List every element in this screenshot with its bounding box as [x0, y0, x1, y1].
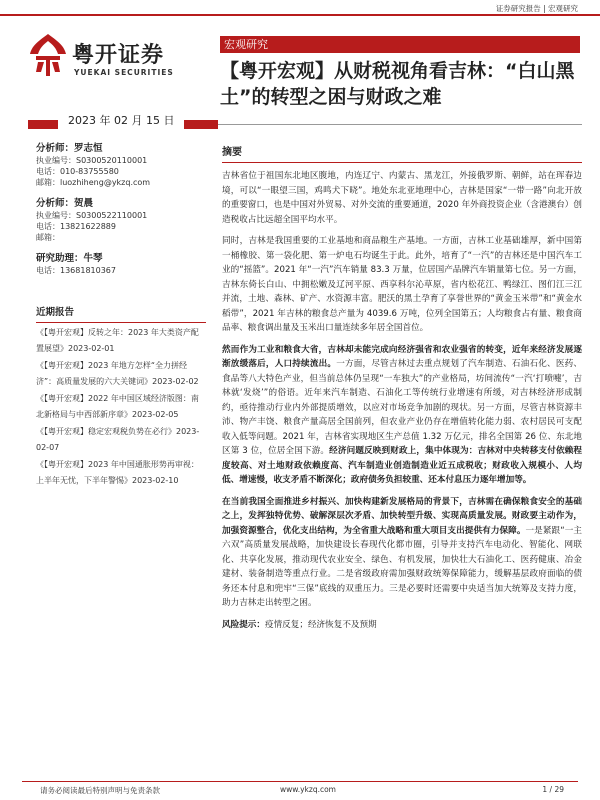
- risk-text: 疫情反复；经济恢复不及预期: [264, 619, 377, 630]
- analyst-name: 分析师：贺晨: [36, 198, 94, 209]
- analyst-card: [36, 142, 208, 188]
- summary-body: [222, 169, 582, 611]
- summary-emphasis-text: 在当前我国全面推进乡村振兴、加快构建新发展格局的背景下，吉林需在确保粮食安全的基础之上，发挥独特优势、破解深层次矛盾、加快转型升级、实现高质量发展。财政要主动作为，加强资源整合，优化支出结构，为全省重大战略和重大项目支出提供有力保障。: [222, 496, 582, 536]
- summary-emphasis-text: 经济问题反映到财政上，集中体现为：吉林对中央转移支付依赖程度较高、对土地财政依赖度高、汽车制造业创造制造业近五成税收；财政收入规模小、人均低、增速慢，收支矛盾不断深化；政府债务负担较重、还本付息压力逐年增加等。: [222, 446, 582, 485]
- analyst-card: [36, 197, 208, 243]
- analyst-list: [36, 142, 208, 285]
- analyst-email: 邮箱：: [36, 233, 60, 242]
- report-title: 【粤开宏观】从财税视角看吉林：“白山黑土”的转型之困与财政之难: [220, 60, 575, 108]
- report-tags: 证券研究报告 | 宏观研究: [495, 4, 578, 13]
- summary-text: 一方面，尽管吉林过去重点规划了汽车制造、石油石化、医药、食品等八大特色产业，但当前总体仍呈现“一车独大”的产业格局，坊间流传“一汽‘打喷嚏’，吉林就‘发烧’”的俗语。近年来汽车制造、石油化工等传统行业增速有所缓，对吉林经济形成制约，亟待推动行业内外部提质增效，以应对市场竞争加剧的现状。另一方面，尽管吉林资源丰沛、物产丰饶、粮食产量高居全国前列，但农业产业仍存在增值转化能力弱、农村居民可支配收入低等问题。2021 年，吉林省实现地区生产总值 1.32 万亿元，排名全国第 26 位、东北地区第 3 位，位居全国下游。: [222, 359, 582, 456]
- logo-name-en: YUEKAI SECURITIES: [74, 68, 174, 77]
- footer-divider: [22, 781, 578, 782]
- report-category: 宏观研究: [220, 36, 580, 53]
- recent-research-heading: 近期报告: [36, 306, 206, 323]
- report-date: 2023 年 02 月 15 日: [58, 112, 184, 130]
- analyst-phone: 电话：010-83755580: [36, 167, 119, 176]
- summary-heading: 摘要: [222, 146, 582, 163]
- summary-text: 同时，吉林是我国重要的工业基地和商品粮生产基地。一方面，吉林工业基础雄厚，新中国第一桶橡胶、第一袋化肥、第一炉电石均诞生于此。此外，培育了“一汽”的吉林还是中国汽车工业的“摇篮”。2021 年“一汽”汽车销量 83.3 万量，位居国产品牌汽车销量第七位。另一方面，吉林东倚长白山、中拥松嫩及辽河平原、西享科尔沁草原，省内松花江、鸭绿江、图们江三江并流，土地、森林、矿产、水资源丰富。肥沃的黑土孕育了享誉世界的“黄金玉米带”和“黄金水稻带”，2021 年吉林的粮食总产量为 4039.6 万吨，位列全国第五；人均粮食占有量、粮食商品率、粮食调出量及玉米出口量连续多年居全国首位。: [222, 236, 582, 333]
- summary-paragraph: [222, 169, 582, 227]
- summary-text: 一是紧跟“一主六双”高质量发展战略，加快建设长春现代化都市圈，引导并支持汽车电动化、智能化、网联化、共享化发展，推动现代农业安全、绿色、有机发展，加快壮大石油化工、医药健康、冶金建材、装备制造等重点行业。二是省级政府需加强财政统筹保障能力，缓解基层政府面临的债务还本付息和兜牢“三保”底线的双重压力。三是必要时还需要中央适当加大统筹及支持力度，助力吉林走出转型之困。: [222, 525, 582, 608]
- assistant-phone: 电话：13681810367: [36, 266, 116, 275]
- analyst-name: 分析师：罗志恒: [36, 143, 103, 154]
- assistant-card: [36, 252, 208, 276]
- recent-report-item[interactable]: 《【粤开宏观】稳定宏观税负势在必行》2023-02-07: [36, 427, 200, 452]
- recent-report-item[interactable]: 《【粤开宏观】2022 年中国区域经济版图：南北新格局与中西部新序章》2023-02-05: [36, 394, 199, 419]
- analyst-id: 执业编号：S0300522110001: [36, 211, 148, 220]
- summary-paragraph: [222, 234, 582, 336]
- logo-name-cn: 粤开证券: [72, 43, 165, 68]
- risk-warning: [222, 618, 582, 632]
- company-logo: [28, 32, 218, 82]
- date-bar-rule: [218, 124, 582, 125]
- page-footer: [22, 785, 578, 797]
- top-divider: [0, 14, 600, 16]
- recent-report-item[interactable]: 《【粤开宏观】2023 年中国通胀形势再审视：上半年无忧，下半年警惕》2023-02-10: [36, 460, 199, 485]
- summary-emphasis-text: 然而作为工业和粮食大省，吉林却未能完成向经济强省和农业强省的转变，近年来经济发展逐渐放缓落后，人口持续流出。: [222, 344, 582, 369]
- date-bar: [28, 114, 582, 129]
- summary-text: 吉林省位于祖国东北地区腹地，内连辽宁、内蒙古、黑龙江，外接俄罗斯、朝鲜，站在珲春边境，可以“一眼望三国，鸡鸣犬下晓”。地处东北亚地理中心，吉林是国家“一带一路”向北开放的重要窗口，也是中国对外贸易、对外交流的重要通道，2020 年外商投资企业（含港澳台）创造税收占比远超全国平均水平。: [222, 171, 582, 225]
- top-bar: [0, 0, 600, 16]
- recent-report-item[interactable]: 《【粤开宏观】反转之年：2023 年大类资产配置展望》2023-02-01: [36, 328, 199, 353]
- analyst-id: 执业编号：S0300520110001: [36, 156, 148, 165]
- analyst-email[interactable]: 邮箱：luozhiheng@ykzq.com: [36, 178, 151, 187]
- analyst-phone: 电话：13821622889: [36, 222, 116, 231]
- summary-paragraph: [222, 343, 582, 488]
- recent-report-item[interactable]: 《【粤开宏观】2023 年地方怎样“全力拼经济”：高质量发展的六大关键词》2023-02-02: [36, 361, 199, 386]
- summary-section: [222, 146, 582, 632]
- footer-website[interactable]: www.ykzq.com: [280, 785, 336, 794]
- logo-mark-icon: [28, 32, 68, 78]
- footer-disclaimer: 请务必阅读最后特别声明与免责条款: [40, 786, 160, 795]
- recent-research: [36, 306, 206, 488]
- footer-page-number: 1 / 29: [542, 785, 564, 794]
- assistant-name: 研究助理：牛琴: [36, 253, 103, 264]
- summary-paragraph: [222, 495, 582, 611]
- risk-label: 风险提示：: [222, 619, 265, 630]
